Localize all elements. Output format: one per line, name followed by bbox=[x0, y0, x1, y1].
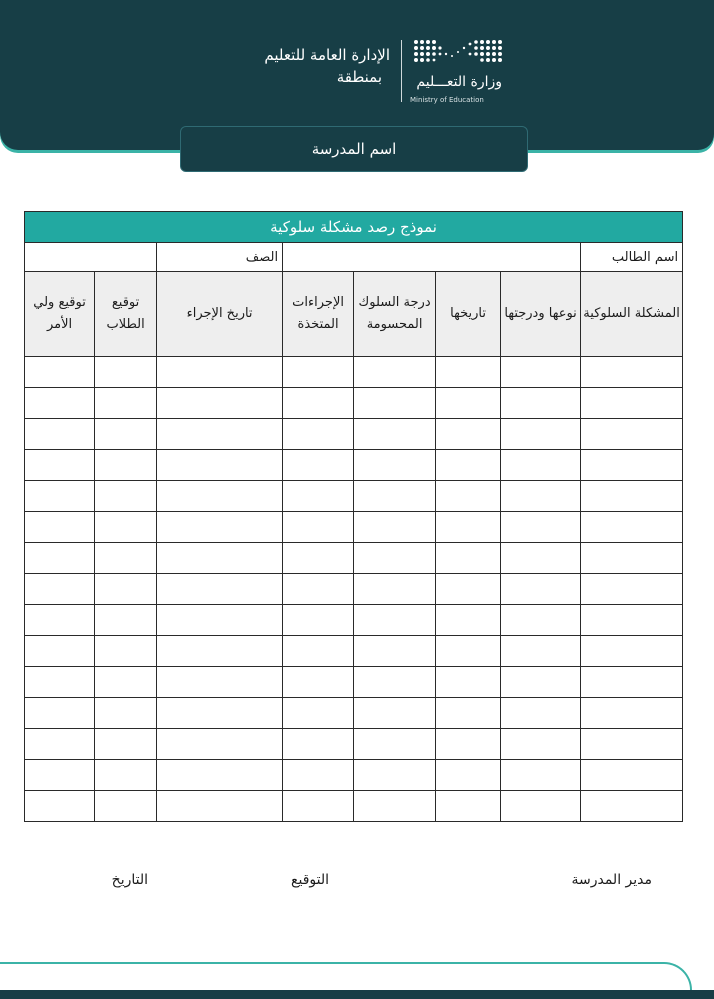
table-cell[interactable] bbox=[501, 450, 581, 481]
table-cell[interactable] bbox=[25, 450, 95, 481]
table-cell[interactable] bbox=[354, 574, 436, 605]
table-cell[interactable] bbox=[436, 574, 501, 605]
table-cell[interactable] bbox=[354, 543, 436, 574]
ministry-logo-icon bbox=[410, 38, 505, 68]
table-cell[interactable] bbox=[501, 357, 581, 388]
table-cell[interactable] bbox=[95, 636, 157, 667]
school-name-box bbox=[180, 126, 528, 172]
table-cell[interactable] bbox=[581, 388, 683, 419]
table-row bbox=[25, 481, 683, 512]
table-cell[interactable] bbox=[581, 419, 683, 450]
table-cell[interactable] bbox=[157, 512, 283, 543]
footer-band bbox=[0, 990, 714, 999]
table-cell[interactable] bbox=[95, 760, 157, 791]
table-row bbox=[25, 512, 683, 543]
form-title: نموذج رصد مشكلة سلوكية bbox=[25, 212, 683, 243]
table-cell[interactable] bbox=[157, 698, 283, 729]
date-label: التاريخ bbox=[111, 872, 148, 888]
class-label: الصف bbox=[157, 243, 283, 272]
table-cell[interactable] bbox=[354, 667, 436, 698]
table-row bbox=[25, 388, 683, 419]
table-cell[interactable] bbox=[157, 636, 283, 667]
table-cell[interactable] bbox=[25, 667, 95, 698]
admin-line-2: بمنطقة bbox=[336, 68, 382, 86]
table-cell[interactable] bbox=[95, 667, 157, 698]
signature-label: التوقيع bbox=[291, 872, 329, 888]
table-cell[interactable] bbox=[157, 543, 283, 574]
table-row bbox=[25, 698, 683, 729]
table-cell[interactable] bbox=[25, 419, 95, 450]
table-cell[interactable] bbox=[283, 512, 354, 543]
table-cell[interactable] bbox=[95, 729, 157, 760]
table-cell[interactable] bbox=[354, 760, 436, 791]
table-cell[interactable] bbox=[354, 512, 436, 543]
student-name-label: اسم الطالب bbox=[581, 243, 683, 272]
table-cell[interactable] bbox=[581, 667, 683, 698]
table-cell[interactable] bbox=[501, 760, 581, 791]
table-cell[interactable] bbox=[157, 760, 283, 791]
table-cell[interactable] bbox=[354, 791, 436, 822]
table-cell[interactable] bbox=[157, 450, 283, 481]
table-cell[interactable] bbox=[283, 388, 354, 419]
table-cell[interactable] bbox=[354, 388, 436, 419]
table-cell[interactable] bbox=[436, 512, 501, 543]
admin-line-1: الإدارة العامة للتعليم bbox=[264, 46, 390, 64]
table-cell[interactable] bbox=[157, 574, 283, 605]
ministry-name-en: Ministry of Education bbox=[410, 96, 484, 104]
table-cell[interactable] bbox=[581, 636, 683, 667]
table-cell[interactable] bbox=[25, 388, 95, 419]
table-cell[interactable] bbox=[436, 698, 501, 729]
col-behavior-problem: المشكلة السلوكية bbox=[581, 272, 683, 357]
table-cell[interactable] bbox=[436, 450, 501, 481]
table-cell[interactable] bbox=[157, 357, 283, 388]
table-cell[interactable] bbox=[95, 791, 157, 822]
table-row bbox=[25, 760, 683, 791]
admin-title bbox=[210, 44, 390, 88]
table-cell[interactable] bbox=[581, 729, 683, 760]
table-cell[interactable] bbox=[283, 605, 354, 636]
principal-label: مدير المدرسة bbox=[571, 872, 652, 888]
table-row bbox=[25, 357, 683, 388]
table-cell[interactable] bbox=[95, 512, 157, 543]
col-type-degree: نوعها ودرجتها bbox=[501, 272, 581, 357]
table-row bbox=[25, 667, 683, 698]
table-row bbox=[25, 729, 683, 760]
logo-divider bbox=[401, 40, 402, 102]
column-header-row bbox=[25, 272, 683, 357]
ministry-logo bbox=[410, 38, 510, 108]
table-cell[interactable] bbox=[283, 698, 354, 729]
table-cell[interactable] bbox=[157, 388, 283, 419]
table-cell[interactable] bbox=[25, 543, 95, 574]
col-actions-taken: الإجراءات المتخذة bbox=[283, 272, 354, 357]
table-cell[interactable] bbox=[501, 636, 581, 667]
table-cell[interactable] bbox=[157, 791, 283, 822]
table-cell[interactable] bbox=[436, 481, 501, 512]
col-problem-date: تاريخها bbox=[436, 272, 501, 357]
student-info-row bbox=[25, 243, 683, 272]
table-cell[interactable] bbox=[25, 760, 95, 791]
table-cell[interactable] bbox=[157, 667, 283, 698]
table-cell[interactable] bbox=[354, 419, 436, 450]
col-student-signature: توقيع الطلاب bbox=[95, 272, 157, 357]
table-cell[interactable] bbox=[95, 450, 157, 481]
form-title-row bbox=[25, 212, 683, 243]
table-cell[interactable] bbox=[283, 419, 354, 450]
table-cell[interactable] bbox=[283, 574, 354, 605]
table-cell[interactable] bbox=[581, 605, 683, 636]
table-cell[interactable] bbox=[436, 388, 501, 419]
table-cell[interactable] bbox=[436, 667, 501, 698]
table-cell[interactable] bbox=[436, 357, 501, 388]
table-row bbox=[25, 605, 683, 636]
table-cell[interactable] bbox=[25, 698, 95, 729]
table-cell[interactable] bbox=[157, 605, 283, 636]
school-name-label: اسم المدرسة bbox=[311, 140, 397, 158]
table-cell[interactable] bbox=[436, 791, 501, 822]
ministry-name-ar: وزارة التعـــليم bbox=[416, 74, 502, 90]
table-cell[interactable] bbox=[581, 357, 683, 388]
table-cell[interactable] bbox=[354, 698, 436, 729]
table-cell[interactable] bbox=[501, 698, 581, 729]
col-action-date: تاريخ الإجراء bbox=[157, 272, 283, 357]
table-cell[interactable] bbox=[581, 481, 683, 512]
table-cell[interactable] bbox=[501, 481, 581, 512]
table-row bbox=[25, 791, 683, 822]
table-cell[interactable] bbox=[581, 512, 683, 543]
table-cell[interactable] bbox=[25, 481, 95, 512]
table-cell[interactable] bbox=[95, 698, 157, 729]
table-cell[interactable] bbox=[501, 419, 581, 450]
col-deducted-score: درجة السلوك المحسومة bbox=[354, 272, 436, 357]
table-cell[interactable] bbox=[581, 450, 683, 481]
table-cell[interactable] bbox=[581, 698, 683, 729]
table-cell[interactable] bbox=[283, 481, 354, 512]
table-cell[interactable] bbox=[283, 543, 354, 574]
table-cell[interactable] bbox=[581, 574, 683, 605]
table-row bbox=[25, 419, 683, 450]
table-cell[interactable] bbox=[354, 636, 436, 667]
table-cell[interactable] bbox=[581, 760, 683, 791]
table-cell[interactable] bbox=[95, 357, 157, 388]
table-cell[interactable] bbox=[95, 574, 157, 605]
table-cell[interactable] bbox=[25, 636, 95, 667]
student-name-field[interactable] bbox=[283, 243, 581, 272]
table-cell[interactable] bbox=[25, 574, 95, 605]
table-cell[interactable] bbox=[283, 729, 354, 760]
behavior-form-table bbox=[24, 211, 683, 822]
table-cell[interactable] bbox=[354, 729, 436, 760]
table-cell[interactable] bbox=[436, 729, 501, 760]
table-row bbox=[25, 543, 683, 574]
table-cell[interactable] bbox=[95, 605, 157, 636]
table-cell[interactable] bbox=[354, 605, 436, 636]
table-cell[interactable] bbox=[501, 667, 581, 698]
col-guardian-signature: توقيع ولي الأمر bbox=[25, 272, 95, 357]
table-cell[interactable] bbox=[283, 450, 354, 481]
table-cell[interactable] bbox=[95, 543, 157, 574]
table-cell[interactable] bbox=[436, 419, 501, 450]
table-cell[interactable] bbox=[25, 729, 95, 760]
form-body bbox=[25, 357, 683, 822]
table-cell[interactable] bbox=[354, 357, 436, 388]
table-cell[interactable] bbox=[157, 481, 283, 512]
table-cell[interactable] bbox=[501, 791, 581, 822]
table-cell[interactable] bbox=[157, 729, 283, 760]
table-cell[interactable] bbox=[157, 419, 283, 450]
table-cell[interactable] bbox=[354, 481, 436, 512]
table-cell[interactable] bbox=[436, 543, 501, 574]
table-cell[interactable] bbox=[95, 481, 157, 512]
table-row bbox=[25, 636, 683, 667]
table-row bbox=[25, 574, 683, 605]
table-cell[interactable] bbox=[501, 574, 581, 605]
table-cell[interactable] bbox=[581, 791, 683, 822]
table-cell[interactable] bbox=[95, 388, 157, 419]
table-cell[interactable] bbox=[501, 605, 581, 636]
table-cell[interactable] bbox=[283, 667, 354, 698]
table-cell[interactable] bbox=[283, 791, 354, 822]
table-cell[interactable] bbox=[25, 512, 95, 543]
table-cell[interactable] bbox=[283, 636, 354, 667]
table-cell[interactable] bbox=[25, 791, 95, 822]
table-cell[interactable] bbox=[581, 543, 683, 574]
table-cell[interactable] bbox=[436, 605, 501, 636]
table-row bbox=[25, 450, 683, 481]
table-cell[interactable] bbox=[95, 419, 157, 450]
class-field[interactable] bbox=[25, 243, 157, 272]
table-cell[interactable] bbox=[283, 357, 354, 388]
table-cell[interactable] bbox=[501, 388, 581, 419]
table-cell[interactable] bbox=[436, 636, 501, 667]
table-cell[interactable] bbox=[354, 450, 436, 481]
table-cell[interactable] bbox=[283, 760, 354, 791]
table-cell[interactable] bbox=[25, 605, 95, 636]
table-cell[interactable] bbox=[25, 357, 95, 388]
table-cell[interactable] bbox=[436, 760, 501, 791]
table-cell[interactable] bbox=[501, 729, 581, 760]
table-cell[interactable] bbox=[501, 512, 581, 543]
table-cell[interactable] bbox=[501, 543, 581, 574]
